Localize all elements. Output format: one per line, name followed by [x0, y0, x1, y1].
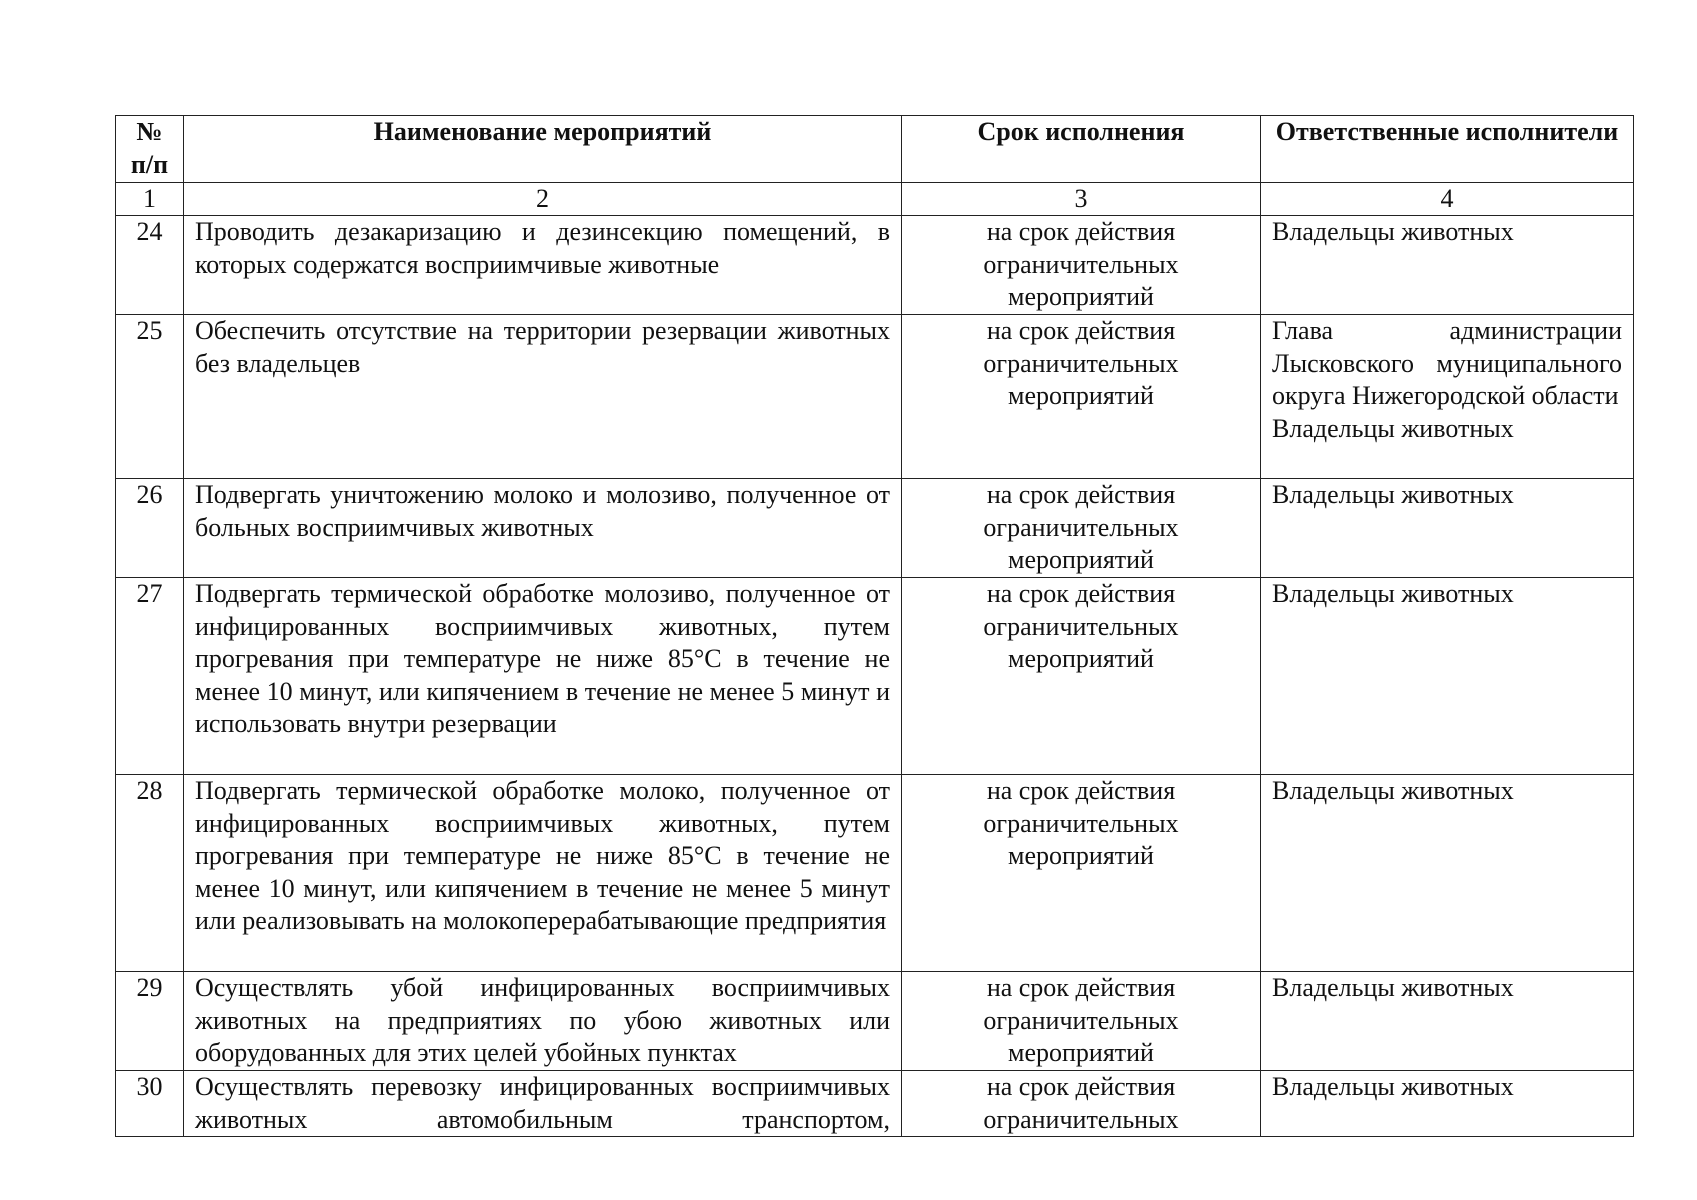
- responsible-party: Владельцы животных: [1272, 413, 1514, 443]
- row-number: 28: [116, 775, 184, 972]
- column-number-row: [116, 183, 1634, 216]
- row-number: 30: [116, 1071, 184, 1137]
- responsible-party: Владельцы животных: [1272, 217, 1514, 246]
- table-row: [116, 578, 1634, 775]
- measure-term: на срок действия ограничительных мероприятий: [902, 775, 1261, 972]
- table-row: [116, 479, 1634, 578]
- measure-term: на срок действия ограничительных мероприятий: [902, 972, 1261, 1071]
- measure-term: на срок действия ограничительных мероприятий: [902, 479, 1261, 578]
- measure-responsible: [1261, 479, 1634, 578]
- column-number: 2: [184, 183, 902, 216]
- responsible-party: Владельцы животных: [1272, 480, 1514, 509]
- measure-name: Проводить дезакаризацию и дезинсекцию помещений, в которых содержатся восприимчивые животные: [184, 216, 902, 315]
- measure-responsible: [1261, 972, 1634, 1071]
- measure-name: Подвергать уничтожению молоко и молозиво, полученное от больных восприимчивых животных: [184, 479, 902, 578]
- header-resp: Ответственные исполнители: [1261, 116, 1634, 183]
- measure-name: Подвергать термической обработке молозиво, полученное от инфицированных восприимчивых животных, путем прогревания при температуре не ниже 85°С в течение не менее 10 минут, или кипячением в течение не менее 5 минут и использовать внутри резервации: [184, 578, 902, 775]
- responsible-party: Владельцы животных: [1272, 579, 1514, 608]
- column-number: 4: [1261, 183, 1634, 216]
- row-number: 25: [116, 315, 184, 479]
- header-term: Срок исполнения: [902, 116, 1261, 183]
- row-number: 29: [116, 972, 184, 1071]
- measure-responsible: [1261, 216, 1634, 315]
- measure-responsible: [1261, 315, 1634, 479]
- column-number: 1: [116, 183, 184, 216]
- measures-table: [115, 115, 1634, 1137]
- table-row: [116, 216, 1634, 315]
- responsible-party: Глава администрации Лысковского муниципального округа Нижегородской области: [1272, 316, 1622, 410]
- table-row: [116, 972, 1634, 1071]
- column-number: 3: [902, 183, 1261, 216]
- measure-term: на срок действия ограничительных мероприятий: [902, 216, 1261, 315]
- measure-name: Обеспечить отсутствие на территории резервации животных без владельцев: [184, 315, 902, 479]
- measure-responsible: [1261, 578, 1634, 775]
- measure-responsible: [1261, 775, 1634, 972]
- measure-term: на срок действия ограничительных: [902, 1071, 1261, 1137]
- measure-term: на срок действия ограничительных мероприятий: [902, 315, 1261, 479]
- responsible-party: Владельцы животных: [1272, 1072, 1514, 1101]
- row-number: 24: [116, 216, 184, 315]
- measure-responsible: [1261, 1071, 1634, 1137]
- responsible-party: Владельцы животных: [1272, 973, 1514, 1002]
- measure-term: на срок действия ограничительных мероприятий: [902, 578, 1261, 775]
- table-row: [116, 775, 1634, 972]
- measure-name: Подвергать термической обработке молоко, полученное от инфицированных восприимчивых животных, путем прогревания при температуре не ниже 85°С в течение не менее 10 минут, или кипячением в течение не менее 5 минут или реализовывать на молокоперерабатывающие предприятия: [184, 775, 902, 972]
- table-row: [116, 1071, 1634, 1137]
- measure-name: Осуществлять перевозку инфицированных восприимчивых животных автомобильным транспортом,: [184, 1071, 902, 1137]
- measure-name: Осуществлять убой инфицированных восприимчивых животных на предприятиях по убою животных или оборудованных для этих целей убойных пунктах: [184, 972, 902, 1071]
- header-name: Наименование мероприятий: [184, 116, 902, 183]
- row-number: 26: [116, 479, 184, 578]
- header-num: № п/п: [116, 116, 184, 183]
- responsible-party: Владельцы животных: [1272, 776, 1514, 805]
- row-number: 27: [116, 578, 184, 775]
- table-row: [116, 315, 1634, 479]
- header-row: [116, 116, 1634, 183]
